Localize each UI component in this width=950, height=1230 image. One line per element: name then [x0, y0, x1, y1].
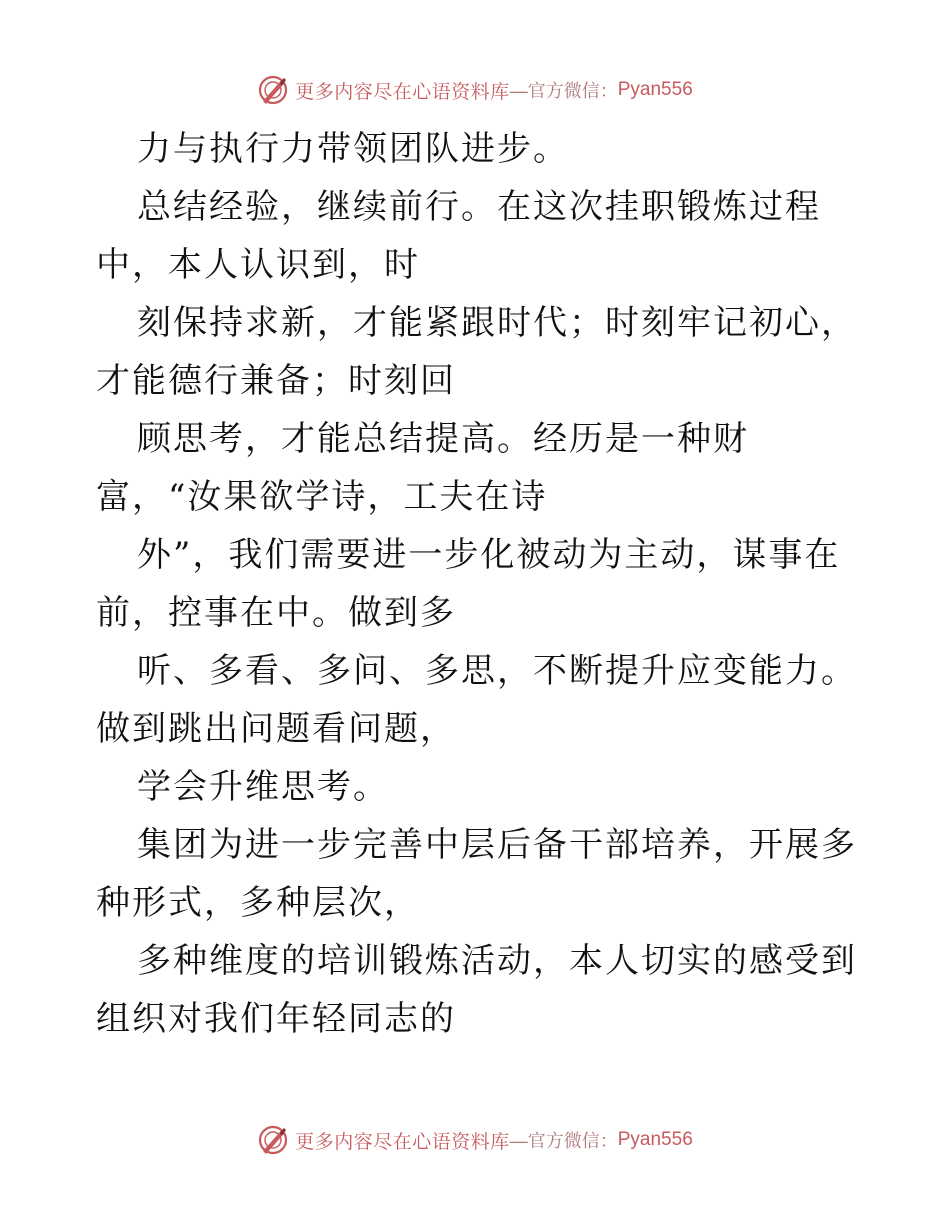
header-promo-text: 更多内容尽在心语资料库 [295, 80, 510, 103]
pen-logo-icon [257, 74, 289, 106]
footer-wechat-id: Pyan556 [617, 1129, 693, 1150]
header-wechat-id: Pyan556 [617, 79, 693, 100]
document-body [96, 120, 866, 1048]
footer-wechat-label: —官方微信： [509, 1131, 618, 1151]
header-wechat-label: —官方微信： [509, 81, 618, 101]
footer-promo-text: 更多内容尽在心语资料库 [295, 1130, 510, 1153]
paragraph-2: 总结经验，继续前行。在这次挂职锻炼过程中，本人认识到，时 [96, 187, 821, 285]
paragraph-3: 刻保持求新，才能紧跟时代；时刻牢记初心，才能德行兼备；时刻回 [96, 303, 857, 401]
paragraph-4: 顾思考，才能总结提高。经历是一种财富，“汝果欲学诗，工夫在诗 [96, 419, 749, 517]
paragraph-8: 集团为进一步完善中层后备干部培养，开展多种形式，多种层次， [96, 825, 857, 923]
paragraph-9: 多种维度的培训锻炼活动，本人切实的感受到组织对我们年轻同志的 [96, 941, 857, 1039]
paragraph-6: 听、多看、多问、多思，不断提升应变能力。做到跳出问题看问题， [96, 651, 857, 749]
paragraph-1: 力与执行力带领团队进步。 [137, 129, 569, 169]
page-header-banner [0, 70, 950, 110]
paragraph-7: 学会升维思考。 [137, 767, 389, 807]
paragraph-5: 外”，我们需要进一步化被动为主动，谋事在前，控事在中。做到多 [96, 535, 841, 633]
pen-logo-icon [257, 1124, 289, 1156]
page-footer-banner [0, 1120, 950, 1160]
